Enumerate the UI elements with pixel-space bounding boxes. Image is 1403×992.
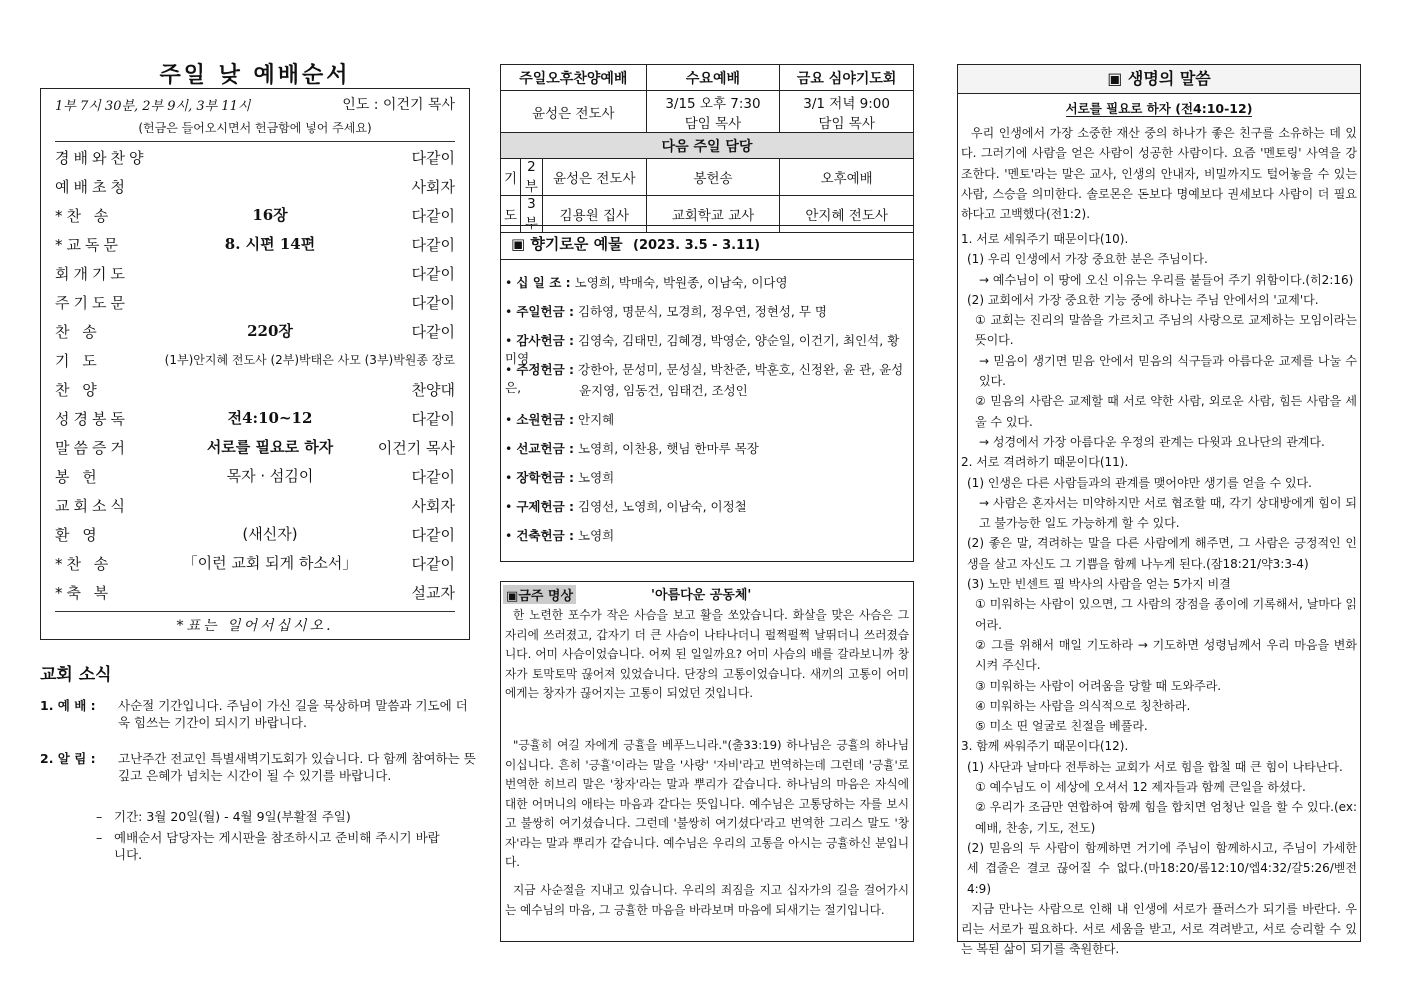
intro-paragraph: 우리 인생에서 가장 소중한 재산 중의 하나가 좋은 친구를 소유하는 데 있다. 그러기에 사람을 얻은 사람이 성공한 사람이다. 요즘 '멘토링' 사역을 강조한다. '멘토'라는 말은 교사, 인생의 안내자, 비밀까지도 털어놓을 수 있는 사람, 스승을 의미한다. 솔로몬은 돈보다 명예보다 권세보다 사람이 더 필요하다고 고백했다(전1:2). bbox=[961, 126, 1357, 222]
offering-line: • 십 일 조 : 노영희, 박매숙, 박원종, 이남숙, 이다영 bbox=[505, 275, 788, 290]
next-week-title: 다음 주일 담당 bbox=[501, 133, 914, 159]
outline: 1. 서로 세워주기 때문이다(10). (1) 우리 인생에서 가장 중요한 분은 주님이다. → 예수님이 이 땅에 오신 이유는 우리를 붙들어 주기 위함이다.(히2:16) (2) 교회에서 가장 중요한 기능 중에 하나는 주님 안에서의 '교제'다. ① 교회는 진리의 말씀을 가르치고 주님의 사랑으로 교제하는 모임이라는 뜻이다. → 믿음이 생기면 믿음 안에서 믿음의 식구들과 아름다운 교제를 나눌 수 있다. ② 믿음의 사람은 교제할 때 서로 약한 사람, 외로운 사람, 힘든 사람을 세울 수 있다. → 성경에서 가장 아름다운 우정의 관계는 다윗과 요나단의 관계다. 2. 서로 격려하기 때문이다(11). (1) 인생은 다른 사람들과의 관계를 맺어야만 생기를 얻을 수 있다. → 사람은 혼자서는 미약하지만 서로 협조할 때, 각기 상대방에게 힘이 되고 불가능한 일도 가능하게 할 수 있다. (2) 좋은 말, 격려하는 말을 다른 사람에게 해주면, 그 사람은 긍정적인 인생을 살고 자신도 그 기쁨을 함께 나누게 된다.(잠18:21/약3:3-4) (3) 노만 빈센트 필 박사의 사람을 얻는 5가지 비결 ① 미워하는 사람이 있으면, 그 사람의 장점을 종이에 기록해서, 날마다 읽어라. ② 그를 위해서 매일 기도하라 → 기도하면 성령님께서 우리 마음을 변화시켜 주신다. ③ 미워하는 사람이 어려움을 당할 때 도와주라. ④ 미워하는 사람을 의식적으로 칭찬하라. ⑤ 미소 띤 얼굴로 친절을 베풀라. 3. 함께 싸워주기 때문이다(12). (1) 사단과 날마다 전투하는 교회가 서로 힘을 합칠 때 큰 힘이 나타난다. ① 예수님도 이 세상에 오셔서 12 제자들과 함께 큰일을 하셨다. ② 우리가 조금만 연합하여 함께 힘을 합치면 엄청난 일을 할 수 있다.(ex: 예배, 찬송, 기도, 전도) (2) 믿음의 두 사람이 함께하면 거기에 주님이 함께하시고, 주님이 가세한 세 겹줄은 결코 끊어질 수 없다.(마18:20/롬12:10/엡4:32/갈5:26/벧전4:9) 지금 만나는 사람으로 인해 내 인생에 서로가 플러스가 되기를 바란다. 우리는 서로가 필요하다. 서로 세움을 받고, 서로 격려받고, 서로 승리할 수 있는 복된 삶이 되기를 축원한다. bbox=[961, 229, 1357, 960]
meditation-tag: ▣금주 명상 bbox=[503, 585, 576, 604]
divider bbox=[55, 611, 455, 612]
offering-line: • 장학헌금 : 노영희 bbox=[505, 470, 615, 485]
news-item: 2. 알 림 : 고난주간 전교인 특별새벽기도회가 있습니다. 다 함께 참여하는 뜻깊고 은혜가 넘치는 시간이 될 수 있기를 바랍니다. bbox=[40, 751, 476, 783]
closing-paragraph: 지금 만나는 사람으로 인해 내 인생에 서로가 플러스가 되기를 바란다. 우리는 서로가 필요하다. 서로 세움을 받고, 서로 격려받고, 서로 승리할 수 있는 복된 삶이 되기를 축원한다. bbox=[961, 901, 1357, 957]
word-of-life-box bbox=[957, 64, 1361, 957]
order-item: 경배와찬양 다같이 bbox=[55, 149, 455, 167]
order-item: 봉 헌 목자 · 섬김이 다같이 bbox=[55, 467, 455, 486]
order-item: 찬 송 220장 다같이 bbox=[55, 322, 455, 341]
order-item: *교독문 8. 시편 14편 다같이 bbox=[55, 235, 455, 254]
order-item: *축 복 설교자 bbox=[55, 584, 455, 602]
service-times: 1부 7시 30분, 2부 9시, 3부 11시 bbox=[55, 99, 251, 114]
header-sunday-pm: 주일오후찬양예배 bbox=[501, 65, 647, 91]
meditation-paragraph: 한 노련한 포수가 작은 사슴을 보고 활을 쏘았습니다. 화살을 맞은 사슴은 그 자리에 쓰러졌고, 갑자기 더 큰 사슴이 나타나더니 펄쩍펄쩍 날뛰더니 쓰러졌습니다. 어미 사슴이었습니다. 어찌 된 일일까요? 어미 사슴의 배를 갈라보니까 창자가 토막토막 끊어져 있었습니다. 단장의 고통이었습니다. 새끼의 고통이 어미에게는 창자가 끊어지는 고통이 되었던 것입니다. bbox=[505, 608, 909, 700]
order-item: *찬 송 「이런 교회 되게 하소서」 다같이 bbox=[55, 554, 455, 573]
word-of-life-title: ▣ 생명의 말씀 bbox=[958, 65, 1360, 94]
meditation-title: '아름다운 공동체' bbox=[651, 588, 752, 603]
sermon-title: 서로를 필요로 하자 bbox=[206, 438, 334, 456]
prayer-leaders: (1부)안지혜 전도사 (2부)박태은 사모 (3부)박원종 장로 bbox=[164, 353, 455, 367]
news-item: 1. 예 배 : 사순절 기간입니다. 주님이 가신 길을 묵상하며 말씀과 기도에 더욱 힘쓰는 기간이 되시기 바랍니다. bbox=[40, 698, 468, 730]
meditation-paragraph: "긍휼히 여길 자에게 긍휼을 베푸느니라."(출33:19) 하나님은 긍휼의 하나님이십니다. 흔히 '긍휼'이라는 말을 '사랑' '자비'라고 번역하는데 그런데 '긍휼'로 번역한 히브리 말은 '창자'라는 말과 뿌리가 같습니다. 하나님의 마음은 자식에 대한 어머니의 애타는 마음과 같다는 뜻입니다. 예수님은 고통당하는 자를 보시고 불쌍히 여기셨습니다. 그런데 '불쌍히 여기셨다'라고 번역한 그리스 말도 '창자'라는 말과 뿌리가 같습니다. 예수님은 우리의 고통을 아시는 긍휼하신 분입니다. bbox=[505, 738, 909, 869]
offering-line: 윤지영, 임동건, 임태건, 조성인 bbox=[579, 383, 748, 398]
offerings-title: ▣ 향기로운 예물 (2023. 3.5 - 3.11) bbox=[511, 235, 761, 253]
offering-note: (헌금은 들어오시면서 헌금함에 넣어 주세요) bbox=[138, 121, 372, 135]
offerings-box bbox=[500, 225, 914, 562]
order-title: 주일 낮 예배순서 bbox=[159, 62, 351, 88]
service-schedule-table: 주일오후찬양예배 수요예배 금요 심야기도회 윤성은 전도사 3/15 오후 7:30 담임 목사 3/1 저녁 9:00 담임 목사 다음 주일 담당 기 2부 윤성은 전도사 봉헌송 오후예배 도 3부 김용원 집사 교회학교 교사 안지혜 전도사 bbox=[500, 64, 914, 233]
order-item: 환 영 (새신자) 다같이 bbox=[55, 525, 455, 544]
offering-line: • 주정헌금 : 강한아, 문성미, 문성실, 박찬준, 박훈호, 신정완, 윤 관, 윤성은, bbox=[505, 362, 904, 395]
offering-line: • 감사헌금 : 김영숙, 김태민, 김혜경, 박영순, 양순일, 이건기, 최인석, 황미영 bbox=[505, 333, 900, 366]
order-item: 말씀증거 서로를 필요로 하자 이건기 목사 bbox=[55, 438, 455, 457]
order-item: 예배초청 사회자 bbox=[55, 178, 455, 196]
header-wednesday: 수요예배 bbox=[646, 65, 780, 91]
meditation-paragraph: 지금 사순절을 지내고 있습니다. 우리의 죄짐을 지고 십자가의 길을 걸어가시는 예수님의 마음, 그 긍휼한 마음을 바라보며 마음에 되새기는 절기입니다. bbox=[505, 883, 909, 917]
order-item: 찬 양 찬양대 bbox=[55, 381, 455, 399]
offering-line: • 소원헌금 : 안지혜 bbox=[505, 412, 615, 427]
stand-note: *표는 일어서십시오. bbox=[176, 618, 334, 634]
order-item: 회개기도 다같이 bbox=[55, 265, 455, 283]
offering-line: • 주일헌금 : 김하영, 명문식, 모경희, 정우연, 정현성, 무 명 bbox=[505, 304, 827, 319]
worship-leader: 인도 : 이건기 목사 bbox=[342, 97, 455, 113]
offering-line: • 건축헌금 : 노영희 bbox=[505, 528, 615, 543]
offering-line: • 선교헌금 : 노영희, 이찬용, 햇님 한마루 목장 bbox=[505, 441, 759, 456]
meditation-box bbox=[500, 581, 914, 942]
divider bbox=[55, 141, 455, 142]
order-item: 주기도문 다같이 bbox=[55, 294, 455, 312]
header-friday: 금요 심야기도회 bbox=[780, 65, 914, 91]
sermon-subtitle: 서로를 필요로 하자 (전4:10-12) bbox=[1065, 101, 1253, 116]
offerings-header bbox=[501, 226, 913, 260]
order-item: 성경봉독 전4:10~12 다같이 bbox=[55, 409, 455, 428]
offering-line: • 구제헌금 : 김영선, 노영희, 이남숙, 이정철 bbox=[505, 499, 747, 514]
order-item: 기 도 (1부)안지혜 전도사 (2부)박태은 사모 (3부)박원종 장로 bbox=[55, 352, 455, 370]
order-item: *찬 송 16장 다같이 bbox=[55, 206, 455, 225]
order-box bbox=[40, 88, 470, 640]
news-title: 교회 소식 bbox=[40, 665, 112, 685]
order-item: 교회소식 사회자 bbox=[55, 497, 455, 515]
sunday-pm-leader: 윤성은 전도사 bbox=[501, 91, 647, 133]
